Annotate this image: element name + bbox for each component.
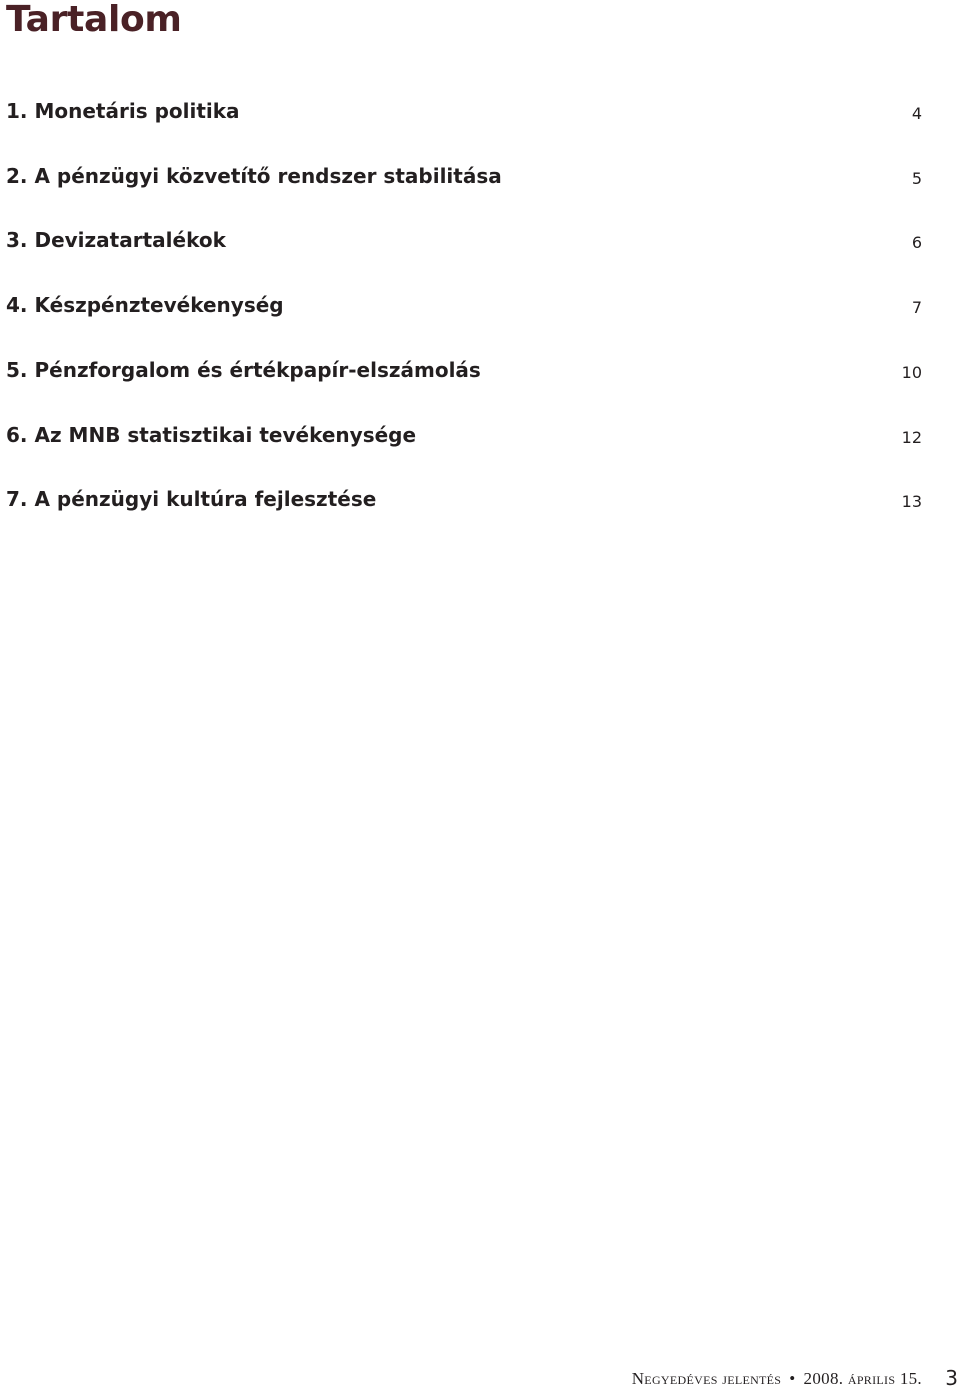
toc-entry-page-number: 4 bbox=[911, 104, 922, 123]
toc-entry-page-number: 13 bbox=[901, 492, 922, 511]
toc-entry-penzforgalom[interactable] bbox=[6, 356, 922, 384]
footer-bullet-separator: • bbox=[789, 1369, 796, 1388]
toc-entry-page-number: 12 bbox=[901, 428, 922, 447]
toc-entry-label: 5. Pénzforgalom és értékpapír-elszámolás bbox=[6, 358, 481, 382]
toc-entry-penzugyi-kozvetito-rendszer[interactable] bbox=[6, 162, 922, 190]
toc-entry-label: 7. A pénzügyi kultúra fejlesztése bbox=[6, 487, 377, 511]
toc-entry-page-number: 7 bbox=[911, 298, 922, 317]
toc-entry-monetaris-politika[interactable] bbox=[6, 97, 922, 125]
toc-entry-page-number: 5 bbox=[911, 169, 922, 188]
toc-entry-statisztikai-tevekenyseg[interactable] bbox=[6, 421, 922, 449]
toc-entry-penzugyi-kultura[interactable] bbox=[6, 485, 922, 513]
toc-entry-label: 4. Készpénztevékenység bbox=[6, 293, 284, 317]
toc-entry-devizatartalekok[interactable] bbox=[6, 226, 922, 254]
footer-running-title bbox=[632, 1368, 922, 1390]
footer-date: 2008. április 15. bbox=[803, 1369, 922, 1388]
footer-publication: Negyedéves jelentés bbox=[631, 1369, 782, 1388]
toc-entry-label: 6. Az MNB statisztikai tevékenysége bbox=[6, 423, 417, 447]
toc-entry-label: 1. Monetáris politika bbox=[6, 99, 240, 123]
page-footer bbox=[0, 1364, 960, 1390]
toc-entry-label: 2. A pénzügyi közvetítő rendszer stabilitása bbox=[6, 164, 502, 188]
toc-entry-label: 3. Devizatartalékok bbox=[6, 228, 226, 252]
toc-entry-page-number: 6 bbox=[911, 233, 922, 252]
page-title: Tartalom bbox=[6, 0, 182, 40]
toc-entry-page-number: 10 bbox=[901, 363, 922, 382]
toc-entry-keszpenztevekenyseg[interactable] bbox=[6, 291, 922, 319]
footer-page-number: 3 bbox=[945, 1366, 958, 1390]
